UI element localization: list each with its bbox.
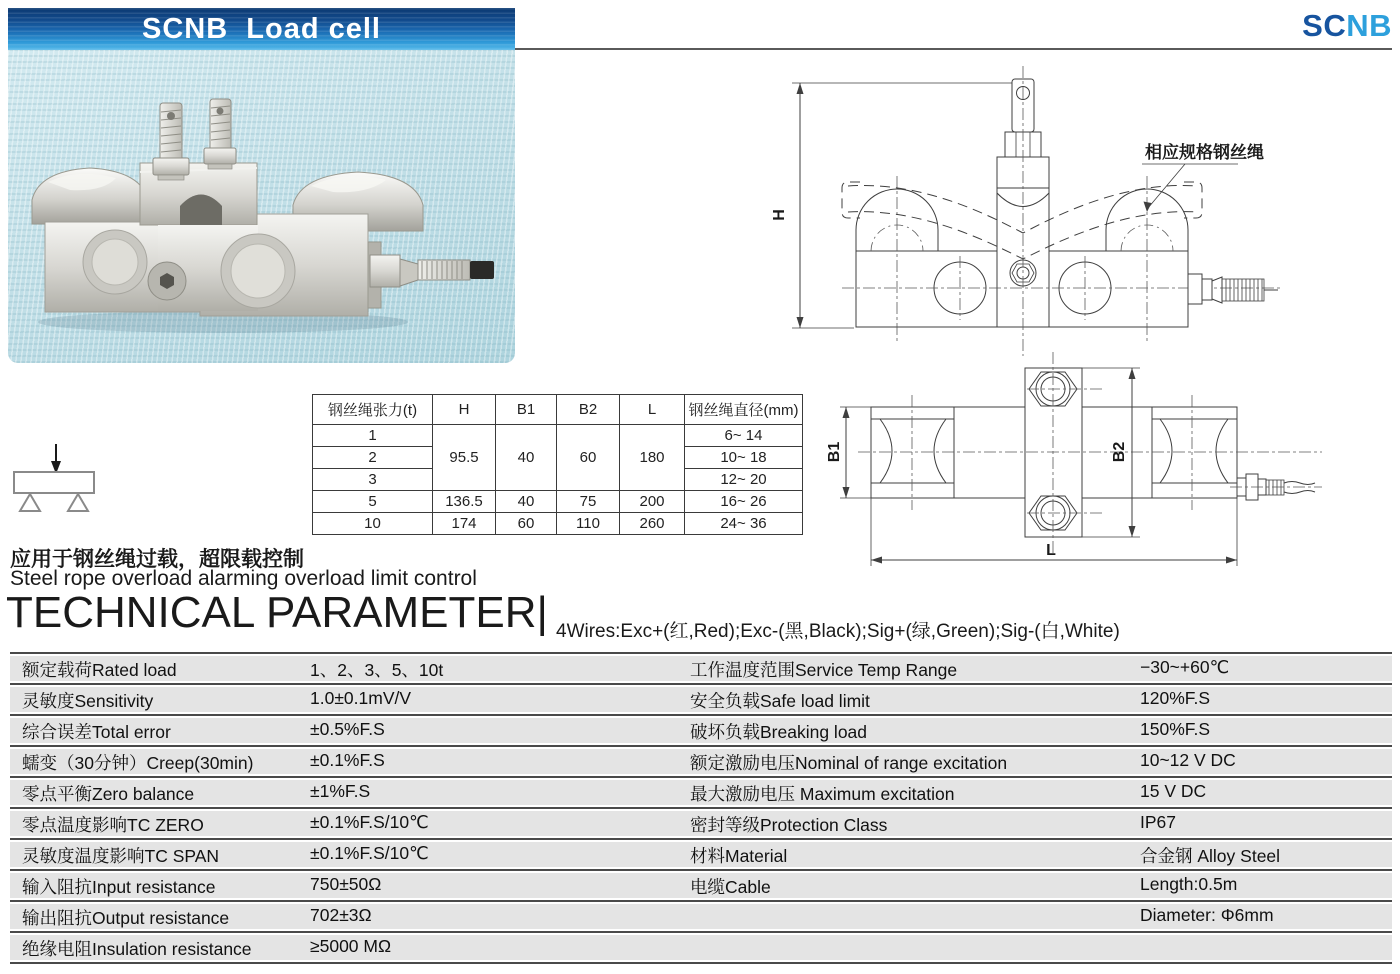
param-row — [10, 718, 1392, 743]
cell-l: 200 — [620, 491, 685, 513]
row-separator — [10, 652, 1392, 654]
param-value: 合金钢 Alloy Steel — [1140, 846, 1281, 866]
param-value: ±0.1%F.S — [310, 750, 385, 770]
param-value: −30~+60℃ — [1140, 657, 1230, 677]
col-header-tension: 钢丝绳张力(t) — [313, 395, 433, 425]
param-label: 绝缘电阻Insulation resistance — [22, 939, 252, 959]
row-separator — [10, 931, 1392, 933]
param-label: 最大激励电压 Maximum excitation — [690, 784, 955, 804]
dim-label-b1: B1 — [826, 441, 843, 463]
cell-diameter: 16~ 26 — [685, 491, 803, 513]
param-label: 灵敏度温度影响TC SPAN — [22, 846, 220, 866]
row-separator — [10, 714, 1392, 716]
param-label: 额定载荷Rated load — [22, 660, 177, 680]
cell-b1: 40 — [496, 491, 557, 513]
section-heading: TECHNICAL PARAMETER| — [6, 588, 548, 637]
param-value: Diameter: Φ6mm — [1140, 905, 1274, 925]
param-label: 综合误差Total error — [22, 722, 171, 742]
cell-h: 136.5 — [433, 491, 496, 513]
application-text-cn: 应用于钢丝绳过载，超限载控制 — [10, 548, 304, 571]
param-label: 安全负载Safe load limit — [690, 691, 870, 711]
param-value: 150%F.S — [1140, 719, 1211, 739]
cell-tension: 5 — [313, 491, 433, 513]
row-separator — [10, 776, 1392, 778]
parameters-table — [10, 650, 1392, 966]
param-row — [10, 749, 1392, 774]
param-row — [10, 935, 1392, 960]
param-value: ≥5000 MΩ — [310, 936, 392, 956]
cell-b1-merged: 40 — [496, 425, 557, 491]
param-row — [10, 780, 1392, 805]
cell-b1: 60 — [496, 513, 557, 535]
col-header-h: H — [433, 395, 496, 425]
param-row — [10, 811, 1392, 836]
table-row — [313, 491, 803, 513]
dim-label-h: H — [771, 209, 788, 221]
param-label: 电缆Cable — [690, 877, 771, 897]
cable-gland — [370, 255, 494, 287]
row-separator — [10, 869, 1392, 871]
param-label: 灵敏度Sensitivity — [22, 691, 154, 711]
brand-text-nb: NB — [1346, 8, 1392, 43]
col-header-b2: B2 — [557, 395, 620, 425]
param-label: 零点温度影响TC ZERO — [22, 815, 204, 835]
rope-spec-label: 相应规格钢丝绳 — [1145, 143, 1264, 162]
param-value: 1、2、3、5、10t — [310, 660, 444, 680]
drawing-front-view — [770, 60, 1400, 370]
page-title: SCNB Load cell — [142, 12, 381, 45]
col-header-diameter: 钢丝绳直径(mm) — [685, 395, 803, 425]
dimension-table-header-row — [313, 395, 803, 425]
param-row — [10, 842, 1392, 867]
cell-diameter: 10~ 18 — [685, 447, 803, 469]
wiring-note: 4Wires:Exc+(红,Red);Exc-(黑,Black);Sig+(绿,Green);Sig-(白,White) — [556, 621, 1120, 642]
param-label: 输入阻抗Input resistance — [22, 877, 216, 897]
cell-tension: 2 — [313, 447, 433, 469]
param-value: 120%F.S — [1140, 688, 1211, 708]
param-value: 750±50Ω — [310, 874, 382, 894]
param-value: 702±3Ω — [310, 905, 372, 925]
cell-h: 174 — [433, 513, 496, 535]
row-separator — [10, 745, 1392, 747]
param-value: 15 V DC — [1140, 781, 1207, 801]
cell-diameter: 24~ 36 — [685, 513, 803, 535]
dim-label-l: L — [1046, 542, 1056, 559]
row-separator — [10, 962, 1392, 964]
dimension-table — [312, 394, 803, 535]
cell-l-merged: 180 — [620, 425, 685, 491]
row-separator — [10, 838, 1392, 840]
col-header-b1: B1 — [496, 395, 557, 425]
row-separator — [10, 900, 1392, 902]
param-label: 额定激励电压Nominal of range excitation — [690, 753, 1008, 773]
table-row — [313, 513, 803, 535]
row-separator — [10, 683, 1392, 685]
param-value: ±0.5%F.S — [310, 719, 385, 739]
drawing-top-view — [826, 350, 1400, 580]
param-label: 材料Material — [690, 846, 788, 866]
param-row — [10, 873, 1392, 898]
param-label: 工作温度范围Service Temp Range — [690, 660, 958, 680]
cell-diameter: 6~ 14 — [685, 425, 803, 447]
param-row — [10, 687, 1392, 712]
cell-tension: 3 — [313, 469, 433, 491]
cell-b2: 110 — [557, 513, 620, 535]
dim-label-b2: B2 — [1111, 441, 1128, 463]
param-value: Length:0.5m — [1140, 874, 1238, 894]
beam-load-icon — [8, 438, 108, 516]
cell-h-merged: 95.5 — [433, 425, 496, 491]
load-cell-photo-illustration — [8, 50, 515, 363]
application-text-en: Steel rope overload alarming overload limit control — [10, 567, 477, 590]
param-value: ±0.1%F.S/10℃ — [310, 843, 429, 863]
param-value: ±0.1%F.S/10℃ — [310, 812, 429, 832]
param-label: 破坏负载Breaking load — [690, 722, 868, 742]
param-label: 蠕变（30分钟）Creep(30min) — [22, 753, 254, 773]
param-value: IP67 — [1140, 812, 1176, 832]
header-rule — [515, 48, 1392, 50]
cell-tension: 1 — [313, 425, 433, 447]
param-row — [10, 656, 1392, 681]
cell-l: 260 — [620, 513, 685, 535]
cell-diameter: 12~ 20 — [685, 469, 803, 491]
title-banner — [8, 8, 515, 50]
param-label: 密封等级Protection Class — [690, 815, 888, 835]
cell-b2: 75 — [557, 491, 620, 513]
cell-tension: 10 — [313, 513, 433, 535]
row-separator — [10, 807, 1392, 809]
param-label: 零点平衡Zero balance — [22, 784, 195, 804]
param-value: ±1%F.S — [310, 781, 371, 801]
brand-logo — [1192, 8, 1392, 44]
col-header-l: L — [620, 395, 685, 425]
cell-b2-merged: 60 — [557, 425, 620, 491]
param-label: 输出阻抗Output resistance — [22, 908, 230, 928]
product-photo — [8, 50, 515, 363]
brand-text-sc: SC — [1302, 8, 1347, 43]
param-row — [10, 904, 1392, 929]
param-value: 1.0±0.1mV/V — [310, 688, 412, 708]
table-row — [313, 425, 803, 447]
param-value: 10~12 V DC — [1140, 750, 1236, 770]
